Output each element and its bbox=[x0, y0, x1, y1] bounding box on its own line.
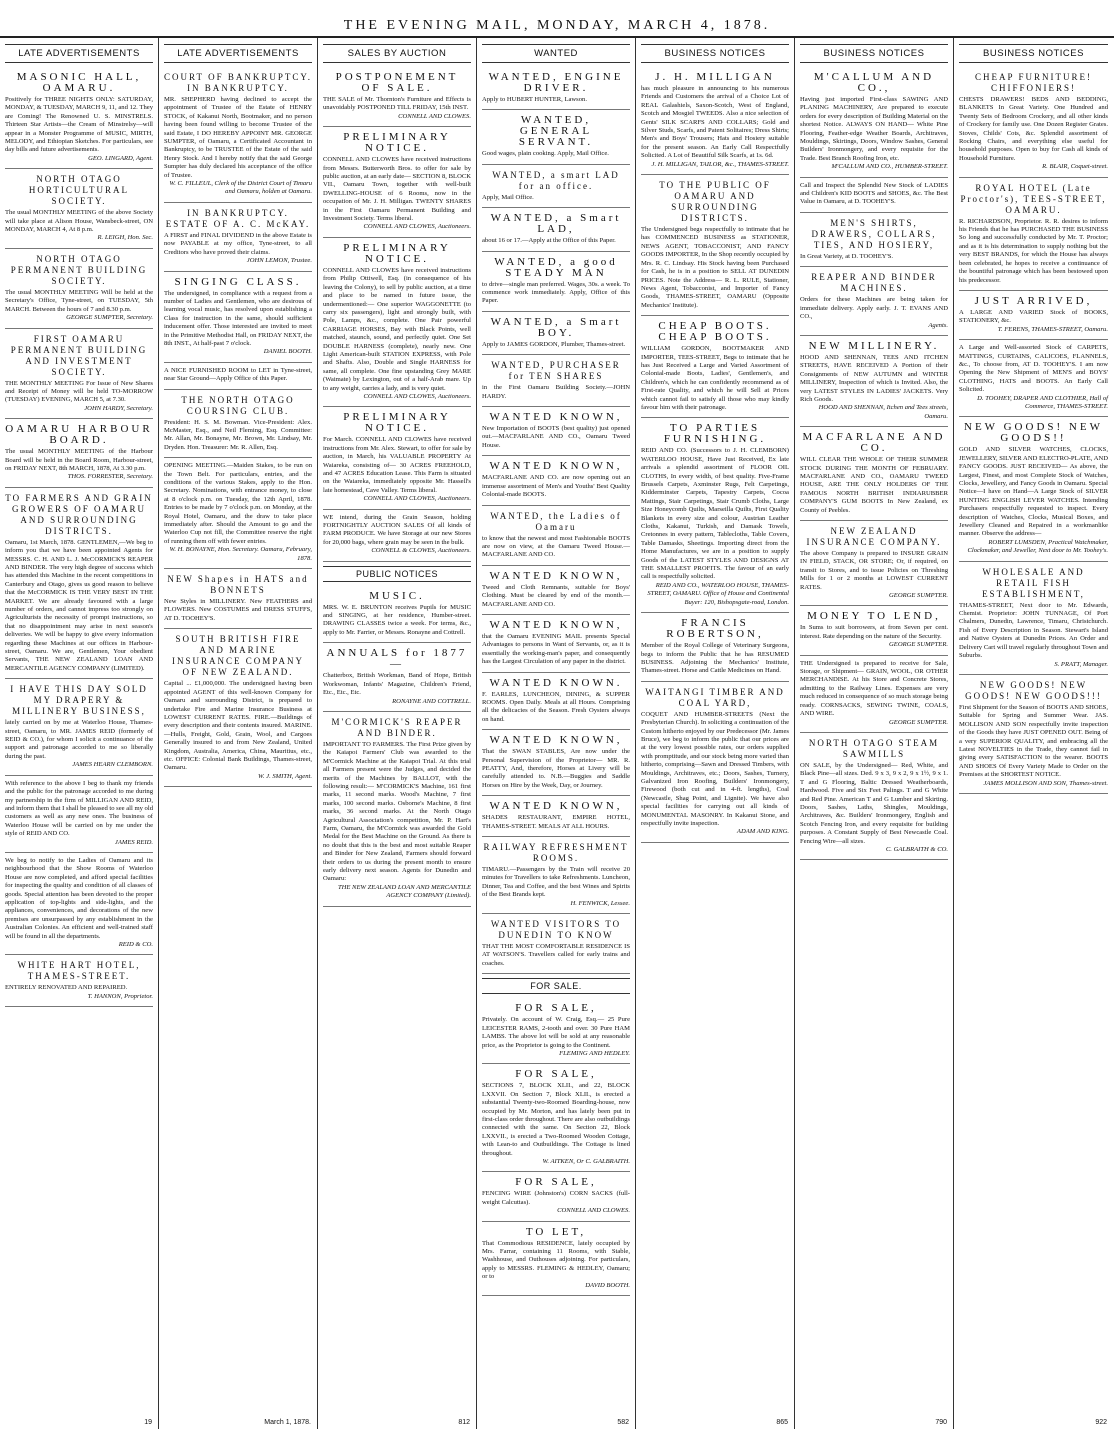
column-heading: SALES BY AUCTION bbox=[323, 44, 471, 63]
column-folio: 582 bbox=[617, 1419, 629, 1426]
ad-signature: JOHN LEMON, Trustee. bbox=[246, 257, 312, 265]
ad-body: The Undersigned begs respectfully to intimate that he has COMMENCED BUSINESS as STATIONER, NEWS AGENT, TOBACCONIST, AND FANCY GOODS IMPORTER, In the Shop recently occupied by Mrs. R. C. Lindsay. His Stock having been Purchased for Cash, he is in a position to SELL AT DUNEDIN PRICES. Note the Address— R. L. RULE, Stationer, News Agent, Tobacconist, and Importer of Fancy Goods, THAMES-STREET, OAMARU (Opposite Mechanics' Institute). bbox=[641, 226, 789, 309]
ad-headline: NEW GOODS! NEW GOODS!! bbox=[964, 421, 1103, 445]
advertisement bbox=[482, 730, 630, 796]
advertisement bbox=[164, 458, 312, 569]
advertisement bbox=[482, 407, 630, 456]
ad-signature: FLEMING AND HEDLEY. bbox=[559, 1049, 630, 1057]
ad-body: The usual MONTHLY MEETING of the Harbour Board will be held in the Board Room, Harbour-street, on FRIDAY NEXT, 8th MARCH, 1878, At 3.30 p.m. bbox=[5, 448, 153, 472]
ad-headline: WHOLESALE AND RETAIL FISH ESTABLISHMENT, bbox=[982, 566, 1085, 599]
ad-headline: I HAVE THIS DAY SOLD MY DRAPERY & MILLINERY BUSINESS, bbox=[10, 684, 148, 717]
advertisement bbox=[323, 712, 471, 907]
ad-body: SHADES RESTAURANT, EMPIRE HOTEL, THAMES-STREET. MEALS AT ALL HOURS. bbox=[482, 814, 630, 830]
ad-body: Orders for these Machines are being taken for immediate delivery. Apply early. J. T. EVANS AND CO., bbox=[800, 296, 948, 321]
ad-headline: PRELIMINARY NOTICE. bbox=[343, 411, 451, 435]
ad-headline: CHEAP BOOTS. CHEAP BOOTS. bbox=[658, 320, 772, 344]
ad-headline: TO FARMERS AND GRAIN GROWERS OF OAMARU AND SURROUNDING DISTRICTS. bbox=[5, 492, 153, 536]
ad-headline: FOR SALE, bbox=[515, 1176, 597, 1189]
ad-headline: COURT OF BANKRUPTCY. IN BANKRUPTCY. bbox=[164, 72, 312, 93]
ad-headline: FRANCIS ROBERTSON, bbox=[666, 617, 764, 641]
advertisement bbox=[482, 506, 630, 566]
ad-headline: NEW GOODS! NEW GOODS! NEW GOODS!!! bbox=[965, 679, 1102, 701]
advertisement bbox=[5, 419, 153, 488]
advertisement bbox=[482, 615, 630, 673]
ad-signature: CONNELL AND CLOWES, Auctioneers. bbox=[363, 223, 471, 231]
ad-body: CHESTS DRAWERS! BEDS AND BEDDING, BLANKETS In Great Variety. One Hundred and Twenty Sets of Bedroom Crockery, and all other kinds of Crockery for family use. One Dozen Register Grates. Stoves, Childs' Cots, &c. Splendid assortment of Rocking Chairs, and everything else useful for household purposes. Open to buy for Cash all kinds of Household Furniture. bbox=[959, 96, 1108, 162]
ad-signature: RONAYNE AND COTTRELL. bbox=[392, 697, 471, 705]
ad-signature: REID & CO. bbox=[118, 941, 153, 948]
ad-signature: CONNELL AND CLOWES. bbox=[398, 112, 471, 120]
ad-body: R. RICHARDSON, Proprietor. R. R. desires to inform his Friends that he has PURCHASED THE BUSINESS So long and successfully conducted by Mr. T. Proctor; and as it is his determination to supply nothing but the very BEST BRANDS, for which the House has always been celebrated, he hopes to receive a continuance of the bountiful patronage which has been bestowed upon his predecessor. bbox=[959, 217, 1108, 284]
ad-signature: H. FENWICK, Lessee. bbox=[570, 899, 630, 907]
ad-signature: W. J. SMITH, Agent. bbox=[257, 772, 312, 780]
ad-body: Oamaru, 1st March, 1878. GENTLEMEN,—We beg to inform you that we have been appointed Agents for MESSRS. C. H. AND L. J. McCORMICK'S REAPER AND BINDER. The very high degree of success which has attended this Machine in the recent competitions in Canterbury and Otago, gives us good reason to believe that the McCORMICK IS THE VERY BEST IN THE MARKET. We are already favoured with a large number of orders, and cannot impress too strongly on Agriculturists the necessity of prompt instructions, so that no disappointment may arise in next season's deliveries. We will be happy to give every information regarding these Machines at our offices in Harbour-street, Oamaru. We are, Gentlemen, Your obedient Servants, THE NEW ZEALAND LOAN AND MERCANTILE AGENCY COMPANY (LIMITED). bbox=[5, 538, 153, 672]
ad-body: TIMARU.—Passengers by the Train will receive 20 minutes for Travellers to take Refreshments. Luncheon, Dinner, Tea and Coffee, and the best Wines and Spirits of the Best Brands kept. bbox=[482, 866, 630, 899]
ad-headline: WAITANGI TIMBER AND COAL YARD, bbox=[645, 686, 785, 708]
advertisement bbox=[641, 613, 789, 682]
ad-signature: GEORGE SUMPTER. bbox=[889, 718, 948, 726]
ad-body: FENCING WIRE (Johnston's) CORN SACKS (full-weight Calcuttas). bbox=[482, 1190, 630, 1206]
ad-body: THE MONTHLY MEETING For Issue of New Shares and Receipt of Money will be held TO-MORROW (TUESDAY) EVENING, MARCH 5, at 7.30. bbox=[5, 379, 153, 404]
advertisement bbox=[959, 675, 1108, 794]
ad-headline: ROYAL HOTEL (Late Proctor's), TEES-STREET, OAMARU. bbox=[960, 182, 1107, 215]
ad-body: MR. SHEPHERD having declined to accept the appointment of Trustee of the Estate of HENRY STOCK, of Kakanui North, Bootmaker, and no person having been found willing to become Trustee of the said Estate, I DO HEREBY APPOINT MR. GEORGE SUMPTER, of Oamaru, a Certificated Accountant in Bankruptcy, to be TRUSTEE of the Estate of the said Henry Stock. And I hereby notify that the said George Sumpter has duly declared his acceptance of the office of Trustee. bbox=[164, 96, 312, 179]
ad-headline: WANTED, a Smart BOY. bbox=[490, 315, 622, 339]
ad-signature: T. HANNON, Proprietor. bbox=[87, 992, 153, 1000]
ad-signature: HOOD AND SHENNAN, Itchen and Tees streets, Oamaru. bbox=[818, 404, 948, 420]
advertisement bbox=[800, 336, 948, 427]
advertisement bbox=[323, 643, 471, 712]
ad-body: A NICE FURNISHED ROOM to LET in Tyne-street, near Star Ground—Apply Office of this Paper. bbox=[164, 366, 312, 383]
ad-body: Apply, Mail Office. bbox=[482, 193, 534, 201]
advertisement bbox=[164, 67, 312, 203]
column-7 bbox=[954, 38, 1113, 1429]
advertisement bbox=[482, 914, 630, 974]
advertisement bbox=[641, 316, 789, 418]
ad-signature: CONNELL AND CLOWES. bbox=[557, 1207, 630, 1215]
ad-headline: WANTED, ENGINE DRIVER. bbox=[488, 71, 624, 94]
ad-body: The usual MONTHLY MEETING of the above Society will take place at Alison House, Wansbeck-street, ON MONDAY, MARCH 4, At 8 p.m. bbox=[5, 209, 153, 234]
ad-headline: MASONIC HALL, OAMARU. bbox=[16, 71, 142, 94]
column-6 bbox=[795, 38, 954, 1429]
advertisement bbox=[482, 998, 630, 1064]
ad-body: The undersigned, in compliance with a request from a number of Ladies and Gentlemen, who are desirous of learning vocal music, has resolved upon establishing a Class for instruction in the same, should sufficient inducement offer. Those interested are invited to meet in the Primitive Methodist Hall, on FRIDAY NEXT, the 8th INST., At half-past 7 o'clock. bbox=[164, 289, 312, 347]
column-folio: March 1, 1878. bbox=[264, 1419, 311, 1426]
ad-headline: M'CALLUM AND CO., bbox=[813, 71, 935, 94]
advertisement bbox=[800, 427, 948, 521]
advertisement bbox=[959, 417, 1108, 561]
ad-headline: RAILWAY REFRESHMENT ROOMS. bbox=[483, 842, 629, 864]
column-3 bbox=[318, 38, 477, 1429]
ad-body: WILL CLEAR THE WHOLE OF THEIR SUMMER STOCK DURING THE MONTH OF FEBRUARY. MACFARLANE AND CO., OAMARU TWEED HOUSE, ARE THE ONLY HOLDERS OF THE FAMOUS NORTH BRITISH INDIARUBBER COMPANY'S GUM BOOTS In New Zealand, ex County of Peebles. bbox=[800, 456, 948, 514]
ad-body: Positively for THREE NIGHTS ONLY: SATURDAY, MONDAY, & TUESDAY, MARCH 9, 11, and 12. They are Coming! The Renowned U. S. MINSTRELS. Thirteen Star Artists—the Cream of Minstrelsy—will appear in a Monster Programme of MUSIC, MIRTH, MELODY, and Ethiopian Sketches. For particulars, see day bills and future advertisements. bbox=[5, 96, 153, 154]
ad-signature: CONNELL AND CLOWES, Auctioneers. bbox=[363, 392, 471, 400]
advertisement bbox=[959, 562, 1108, 675]
ad-body: First Shipment for the Season of BOOTS AND SHOES, Suitable for Spring and Summer Wear. JAS. MOLLISON AND SON respectfully invite inspection of the Goods they have JUST OPENED OUT. Being of a very SUPERIOR QUALITY, and embracing all the Latest NOVELTIES in the Trade, they cannot fail in giving every SATISFACTION to the wearer. BOOTS AND SHOES Of Every Variety Made to Order on the Premises at the SHORTEST NOTICE. bbox=[959, 703, 1108, 779]
ad-signature: W. C. FILLEUL, Clerk of the District Court of Timaru and Oamaru, holden at Oamaru. bbox=[169, 180, 312, 196]
advertisement bbox=[800, 213, 948, 267]
ad-headline: PRELIMINARY NOTICE. bbox=[343, 131, 451, 155]
ad-body: For March. CONNELL AND CLOWES have received instructions from Mr. Alex. Stewart, to offer for sale by auction, in March, his VALUABLE PROPERTY At Waiareka, consisting of— 30 ACRES FREEHOLD, and 47 ACRES Education Lease. This Farm is situated on the Waiareka, immediately opposite Mr. Hassell's late homestead, Cave Valley. Terms liberal. bbox=[323, 436, 471, 494]
ad-signature: JAMES REID. bbox=[114, 838, 153, 846]
ad-headline: FOR SALE, bbox=[515, 1002, 597, 1015]
ad-signature: Agents. bbox=[928, 321, 948, 329]
ad-body: HOOD AND SHENNAN, TEES AND ITCHEN STREETS, HAVE RECEIVED A Portion of their Consignments of NEW AUTUMN and WINTER MILLINERY, Inspection of which is Invited. Also, the very LATEST STYLES IN LADIES' JACKETS. Very Rich Goods. bbox=[800, 353, 948, 403]
advertisement bbox=[482, 796, 630, 837]
ad-headline: CHEAP FURNITURE! CHIFFONIERS! bbox=[975, 72, 1092, 93]
ad-headline: REAPER AND BINDER MACHINES. bbox=[811, 272, 937, 294]
advertisement bbox=[164, 569, 312, 629]
column-5 bbox=[636, 38, 795, 1429]
advertisement bbox=[482, 252, 630, 312]
ad-body: President: H. S. M. Bowman. Vice-President: Alex. McMaster, Esq., and Neil Fleming, Esq. Committee: Mr. Allan, Mr. Bonayne, Mr. Brown, Mr. Lindsay, Mr. Dryden. Hon. Treasurer: Mr. R. Allen, Esq. bbox=[164, 418, 312, 451]
ad-headline: SINGING CLASS. bbox=[174, 275, 302, 288]
advertisement bbox=[482, 1222, 630, 1296]
ad-signature: THE NEW ZEALAND LOAN AND MERCANTILE AGENCY COMPANY (Limited). bbox=[337, 883, 471, 900]
column-folio: 922 bbox=[1095, 1419, 1107, 1426]
ad-body: REID AND CO. (Successors to J. H. CLEMBORN) WATERLOO HOUSE, Have Just Received, Ex late arrivals a splendid assortment of FLOOR OIL CLOTHS, In every width, of best quality. Five-Frame Brussels Carpets, Axminster Rugs, Felt Carpetings, Kidderminster Carpets, Tapestry Carpets, Cocoa Mattings, Stair Carpetings, Stair Crumb Cloths, Large Size Honeycomb Quilts, Marseilla Quilts, First Quality Blankets in every size and colour, Austrian Leather Cloths, Kakanui, Turkish, and Damask Towels, Cretonnes in every pattern, Tablecloths, Table Covers, Table Damasks, Sheetings. Importing direct from the Home Manufactures, we are in a position to supply Goods of the LATEST STYLES AND DESIGNS AT THE SMALLEST PROFITS. The favour of an early call is respectfully solicited. bbox=[641, 447, 789, 581]
advertisement bbox=[800, 178, 948, 213]
ad-body: THAT THE MOST COMFORTABLE RESIDENCE IS AT WATSON'S. Travellers called for early trains and coaches. bbox=[482, 943, 630, 967]
advertisement bbox=[5, 776, 153, 853]
ad-headline: JUST ARRIVED, bbox=[974, 294, 1093, 307]
ad-signature: GEORGE SUMPTER, Secretary. bbox=[66, 314, 153, 322]
ad-signature: C. GALBRAITH & CO. bbox=[885, 845, 948, 853]
advertisement bbox=[800, 521, 948, 606]
ad-headline: NORTH OTAGO STEAM SAWMILLS bbox=[808, 737, 940, 759]
advertisement bbox=[323, 586, 471, 644]
advertisement bbox=[800, 606, 948, 655]
advertisement bbox=[164, 629, 312, 787]
ad-headline: WANTED, a smart LAD for an office. bbox=[492, 169, 620, 191]
ad-body: In Great Variety, at D. TOOHEY'S. bbox=[800, 252, 894, 260]
advertisement bbox=[482, 673, 630, 731]
ad-signature: JAMES MOLLISON AND SON, Thames-street. bbox=[983, 779, 1108, 787]
advertisement bbox=[323, 238, 471, 408]
ad-body: A FIRST and FINAL DIVIDEND in the above Estate is now PAYABLE at my office, Tyne-street, to all Creditors who have proved their claims. bbox=[164, 231, 312, 256]
ad-body: New Importation of BOOTS (best quality) just opened out.—MACFARLANE AND CO., Oamaru Tweed House. bbox=[482, 425, 630, 449]
ad-body: Tweed and Cloth Remnants, suitable for Boys' Clothing. Must be cleared by end of the month.—MACFARLANE AND CO. bbox=[482, 583, 630, 608]
ad-body: Call and Inspect the Splendid New Stock of LADIES and Children's KID BOOTS and SHOES, &c. The Best Value in Oamaru, at D. TOOHEY'S. bbox=[800, 181, 948, 206]
ad-signature: CONNELL & CLOWES, Auctioneers. bbox=[371, 547, 471, 555]
ad-headline: IN BANKRUPTCY. ESTATE OF A. C. McKAY. bbox=[165, 207, 311, 229]
ad-body: Apply to HUBERT HUNTER, Lawson. bbox=[482, 96, 587, 103]
ad-signature: ADAM AND KING. bbox=[736, 828, 789, 836]
ad-signature: DANIEL BOOTH. bbox=[263, 348, 312, 356]
ad-headline: J. H. MILLIGAN bbox=[655, 71, 775, 83]
column-2 bbox=[159, 38, 318, 1429]
ad-headline: WANTED, a good STEADY MAN bbox=[494, 255, 618, 279]
advertisement bbox=[482, 566, 630, 615]
column-folio: 790 bbox=[935, 1419, 947, 1426]
advertisement bbox=[5, 679, 153, 775]
advertisement bbox=[164, 390, 312, 459]
ad-headline: NORTH OTAGO PERMANENT BUILDING SOCIETY. bbox=[10, 253, 148, 286]
advertisement bbox=[482, 110, 630, 164]
ad-body: WE intend, during the Grain Season, holding FORTNIGHTLY AUCTION SALES Of all kinds of FARM PRODUCE. We have Storage at our new Stores for 20,000 bags, where grain may be seen in the bulk. bbox=[323, 513, 471, 546]
ad-body: lately carried on by me at Waterloo House, Thames-street, Oamaru, to MR. JAMES REID (formerly of REID & CO.), for whom I solicit a continuance of the support and patronage accorded to me so liberally during the past. bbox=[5, 719, 153, 760]
section-heading: FOR SALE. bbox=[482, 978, 630, 994]
advertisement bbox=[482, 456, 630, 505]
ad-headline: WANTED, the Ladies of Oamaru bbox=[490, 510, 622, 532]
ad-signature: S. PRATT, Manager. bbox=[1054, 660, 1108, 668]
advertisement bbox=[959, 291, 1108, 340]
ad-signature: T. FERENS, THAMES-STREET, Oamaru. bbox=[997, 325, 1108, 333]
ad-body: Good wages, plain cooking. Apply, Mail Office. bbox=[482, 150, 609, 158]
ad-body: THE SALE of Mr. Thornton's Furniture and Effects is unavoidably POSTPONED TILL FRIDAY, 15th INST. bbox=[323, 96, 471, 112]
ad-body: Chatterbox, British Workman, Band of Hope, British Workwoman, Infants' Magazine, Children's Friend, Etc., Etc., Etc. bbox=[323, 672, 471, 697]
ad-body: ENTIRELY RENOVATED AND REPAIRED. bbox=[5, 984, 128, 992]
ad-headline: MEN'S SHIRTS, DRAWERS, COLLARS, TIES, AND HOSIERY, bbox=[811, 217, 937, 250]
ad-headline: NEW MILLINERY. bbox=[808, 339, 940, 352]
ad-signature: GEORGE SUMPTER. bbox=[889, 641, 948, 649]
column-heading: LATE ADVERTISEMENTS bbox=[5, 44, 153, 63]
ad-body: COQUET AND HUMBER-STREETS (Next the Presbyterian Church). In soliciting a continuation of the Custom hitherto enjoyed by our Predecessor (Mr. James Bruce), we beg to inform the public that our prices are at the very lowest possible rates, our orders supplied with promptitude, and our stock being more varied than hitherto, comprising—Sawn and Dressed Timbers, with Mouldings, Architraves, etc.; Doors, Sashes, Turnery, Galvanized Iron Roofing, Builders' Ironmongery, Firewood (both cut and in 4-ft. lengths), Coal (Newcastle, Shag Point, and Lignite). We have also special facilities for carrying out all kinds of MONUMENTAL MASONRY. In Kakanui Stone, and respectfully invite inspection. bbox=[641, 710, 789, 827]
advertisement bbox=[800, 267, 948, 336]
ad-body: GOLD AND SILVER WATCHES, CLOCKS, JEWELLERY, SILVER AND ELECTRO-PLATE, AND FANCY GOODS. JUST RECEIVED— As above, the Largest, Finest, and most Complete Stock of Watches, Clocks, Jewellery, and Fancy Goods in Oamaru. Special Notice—I have on Hand—A Large Stock of SILVER HUNTING ENGLISH LEVER WATCHES. Intending Purchasers respectfully requested to inspect. Every description of Watches, Clocks, Musical Boxes, and Jewellery Cleaned and Repaired in a workmanlike manner. Observe the address— bbox=[959, 446, 1108, 538]
ad-body: about 16 or 17.—Apply at the Office of this Paper. bbox=[482, 237, 616, 245]
ad-headline: NORTH OTAGO HORTICULTURAL SOCIETY. bbox=[28, 174, 130, 207]
advertisement bbox=[482, 208, 630, 251]
column-heading: WANTED bbox=[482, 44, 630, 63]
ad-signature: R. BLAIR, Coquet-street. bbox=[1042, 163, 1108, 171]
ad-signature: THOS. FORRESTER, Secretary. bbox=[67, 473, 153, 481]
ad-body: THAMES-STREET, Next door to Mr. Edwards, Chemist. Proprietor: JOHN TUNNAGE, Of Port Chalmers, Dunedin, Lawrence, Timaru, Christchurch. Fish of Every Description in Season. Stewart's Island and Native Oysters at Dunedin Prices. An Order and Delivery Cart will travel regularly throughout Town and Suburbs. bbox=[959, 601, 1108, 660]
ad-headline: WANTED KNOWN. bbox=[489, 676, 623, 689]
ad-body: OPENING MEETING.—Maiden Stakes, to be run on the Town Belt. For particulars, entries, and the conditions of the various Stakes, apply to the Hon. Secretary. Nominations, with entrance money, to close at 8 o'clock p.m. on Tuesday, the 12th April, 1878. Entries to be made by 7 o'clock p.m. on Monday, at the Royal Hotel, Oamaru, and the draw to take place immediately after. Should the Amount to go and the Waterloo Cup not fill, the Committee reserve the right of running them off with fewer entries. bbox=[164, 462, 312, 545]
ad-body: That the SWAN STABLES, Are now under the Personal Supervision of the Proprietor— MR. R. PEATTY, And, therefore, Horses at Livery will be carefully attended to. N.B.—Buggies and Saddle Horses on Hire by the Week, Day, or Journey. bbox=[482, 748, 630, 789]
advertisement bbox=[641, 418, 789, 613]
advertisement bbox=[164, 272, 312, 363]
ad-headline: MUSIC. bbox=[369, 589, 425, 602]
ad-headline: SOUTH BRITISH FIRE AND MARINE INSURANCE COMPANY OF NEW ZEALAND. bbox=[172, 634, 304, 678]
ad-body: That Commodious RESIDENCE, lately occupied by Mrs. Farrar, containing 11 Rooms, with Stable, Washhouse, and Outhouses adjoining. For particulars, apply to MESSRS. FLEMING & HEDLEY, Oamaru; or to bbox=[482, 1239, 630, 1281]
ad-headline: FIRST OAMARU PERMANENT BUILDING AND INVESTMENT SOCIETY. bbox=[10, 333, 148, 377]
ad-body: IMPORTANT TO FARMERS. The First Prize given by the Kaiapoi Farmers' Club was awarded to the M'Cormick Machine at the Kaiapoi Trial. At this trial all Farmers present were the Judges, and decided the merits of the Machines by BALLOT, with the following result:— M'CORMICK'S Machine, 161 first marks, 11 second marks. Wood's Machine, 7 first marks, 100 second marks. Osborne's Machine, 8 first marks, 36 second marks. At the North Otago Agricultural Association's competition, Mr. P. Hart's Farm, Oamaru, the M'Cormick was awarded the Gold Medal for the Best Machine on the Ground. As there is no doubt that this is the best and most suitable Reaper and Binder for New Zealand, Farmers should forward their orders to us during the present month to ensure early delivery next season. Agents for Dunedin and Oamaru: bbox=[323, 740, 471, 883]
ad-headline: THE NORTH OTAGO COURSING CLUB. bbox=[181, 394, 295, 416]
ad-signature: R. LEIGH, Hon. Sec. bbox=[97, 234, 153, 242]
ad-body: to drive—single man preferred. Wages, 30s. a week. To commence work immediately. Apply, Office of this Paper. bbox=[482, 280, 630, 305]
ad-body: Member of the Royal College of Veterinary Surgeons, begs to inform the Public that he has RESUMED BUSINESS. Adjoining the Mechanics' Institute, Thames-street. Horse and Cattle Medicines on Hand. bbox=[641, 642, 789, 675]
column-heading: BUSINESS NOTICES bbox=[959, 44, 1108, 63]
column-1 bbox=[0, 38, 159, 1429]
column-folio: 865 bbox=[776, 1419, 788, 1426]
ad-body: A LARGE AND VARIED Stock of BOOKS, STATIONERY, &c. bbox=[959, 308, 1108, 325]
ad-signature: W. AITKEN, Or C. GALBRAITH. bbox=[542, 1157, 630, 1165]
advertisement bbox=[800, 733, 948, 860]
ad-body: With reference to the above I beg to thank my friends and the public for the patronage accorded to me during my partnership in the firm of MILLIGAN AND REID, and inform them that I shall be pleased to see all my old customers as well as any new ones. The business of Waterloo House will be carried on by me under the style of REID AND CO. bbox=[5, 779, 153, 838]
ad-headline: MACFARLANE AND CO. bbox=[802, 431, 946, 455]
ad-headline: POSTPONEMENT OF SALE. bbox=[335, 71, 459, 94]
advertisement bbox=[5, 329, 153, 420]
advertisement bbox=[641, 682, 789, 843]
ad-body: The usual MONTHLY MEETING Will be held at the Secretary's Office, Tyne-street, on TUESDAY, 5th MARCH. Between the hours of 7 and 8.30 p.m. bbox=[5, 288, 153, 313]
ad-body: that the Oamaru EVENING MAIL presents Special Advantages to persons in Want of Servants, or, as it is essentially the working-man's paper, and consequently has the Largest Circulation of any paper in the district. bbox=[482, 632, 630, 666]
masthead: THE EVENING MAIL, MONDAY, MARCH 4, 1878. bbox=[0, 0, 1114, 38]
ad-body: WILLIAM GORDON, BOOTMAKER AND IMPORTER, TEES-STREET, Begs to intimate that he has Just Received a Large and Varied Assortment of Colonial-made Boots, Ladies', Gentlemen's, and Children's, which he can confidently recommend as of First-rate Quality, and which he will Sell at Prices which cannot fail to satisfy all those who may kindly favour him with their patronage. bbox=[641, 345, 789, 411]
advertisement bbox=[959, 178, 1108, 291]
ad-body: We beg to notify to the Ladies of Oamaru and its neighbourhood that the Show Rooms of Waterloo House are now completed, and afford special facilities for inspecting the quality and condition of all classes of goods. Special attention has been devoted to the proper application of top-lights and side-lights, and the appliances, conveniences, and decorations of the new premises are unsurpassed by any establishment in the Australian Colonies. An efficient and well-trained staff will be found in all the departments. bbox=[5, 856, 153, 940]
ad-headline: NEW ZEALAND INSURANCE COMPANY. bbox=[806, 526, 942, 547]
ad-headline: WANTED KNOWN, bbox=[489, 734, 623, 747]
ad-body: New Styles in MILLINERY. New FEATHERS and FLOWERS. New COSTUMES and DRESS STUFFS, AT D. TOOHEY'S. bbox=[164, 598, 312, 622]
ad-headline: NEW Shapes in HATS and BONNETS bbox=[167, 574, 309, 596]
advertisement bbox=[800, 67, 948, 178]
ad-headline: M'CORMICK'S REAPER AND BINDER. bbox=[331, 716, 463, 738]
ad-headline: WANTED KNOWN, bbox=[489, 460, 623, 473]
ad-body: The above Company is prepared to INSURE GRAIN IN FIELD, STACK, OR STORE; Or, if required, on transit to Stores, and to issue Policies on Threshing Mills for 1 or 2 months at LOWEST CURRENT RATES. bbox=[800, 550, 948, 591]
advertisement bbox=[323, 67, 471, 127]
advertisement bbox=[5, 67, 153, 169]
ad-headline: PRELIMINARY NOTICE. bbox=[343, 241, 451, 265]
advertisement bbox=[323, 127, 471, 238]
ad-body: Apply to JAMES GORDON, Plumber, Thames-street. bbox=[482, 340, 626, 348]
ad-headline: WANTED, GENERAL SERVANT. bbox=[518, 114, 594, 149]
advertisement bbox=[641, 67, 789, 175]
ad-body: Having just imported First-class SAWING AND PLANING MACHINERY, Are prepared to execute orders for every description of Building Material on the shortest Notice. ALWAYS ON HAND— White Pine Flooring, Feather-edge Weather Boards, Architraves, Mouldings, Skirtings, Doors, Window Sashes, General Builders' Ironmongery, and every requisite for the Trade. Best Branch Roofing Iron, etc. bbox=[800, 96, 948, 162]
ad-signature: D. TOOHEY, DRAPER AND CLOTHIER, Hall of Commerce, THAMES-STREET. bbox=[977, 394, 1108, 410]
ad-headline: MONEY TO LEND, bbox=[807, 610, 941, 623]
ad-signature: GEORGE SUMPTER. bbox=[889, 592, 948, 600]
advertisement bbox=[5, 169, 153, 249]
column-folio: 812 bbox=[458, 1419, 470, 1426]
ad-headline: WANTED KNOWN, bbox=[489, 800, 623, 813]
ad-body: MACFARLANE AND CO. are now opening out an immense assortment of Men's and Youths' Best Quality Colonial-made BOOTS. bbox=[482, 474, 630, 499]
advertisement bbox=[5, 955, 153, 1007]
ad-signature: M'CALLUM AND CO., HUMBER-STREET. bbox=[831, 163, 948, 171]
advertisement bbox=[5, 249, 153, 329]
advertisement bbox=[5, 488, 153, 680]
ad-signature: ROBERT LUMSDEN, Practical Watchmaker, Clockmaker, and Jeweller, Next door to Mr. Toohey's. bbox=[967, 538, 1108, 555]
ad-body: F. EARLES, LUNCHEON, DINING, & SUPPER ROOMS. Open Daily. Meals at all Hours. Comprising all the delicacies of the Season. Fresh Oysters always on hand. bbox=[482, 690, 630, 723]
advertisement bbox=[323, 407, 471, 509]
column-heading: BUSINESS NOTICES bbox=[641, 44, 789, 63]
advertisement bbox=[482, 355, 630, 407]
section-heading: PUBLIC NOTICES bbox=[323, 566, 471, 582]
ad-headline: WHITE HART HOTEL, THAMES-STREET. bbox=[17, 960, 141, 982]
advertisement bbox=[323, 510, 471, 562]
ad-signature: JOHN HARDY, Secretary. bbox=[84, 404, 153, 412]
ad-body: has much pleasure in announcing to his numerous Friends and Customers the arrival of a Choice Lot of REAL Galashiels, Saxon-Scotch, West of England, Scotch and Mosgiel TWEEDS. Also a nice selection of Gents' SILK SCARFS AND COLLARS; Gold and Silver Studs, Scarfs, and Patent Solitaires; Dress Shirts; Men's and Boys' Trousers; Hats and Hosiery suitable for the present season. An Early Call Respectfully Solicited. A Lot of Beautiful Silk Scarfs, at 1s. 6d. bbox=[641, 85, 789, 160]
advertisement bbox=[482, 837, 630, 914]
ad-body: to know that the newest and most Fashionable BOOTS are now on view, at the Oamaru Tweed House.—MACFARLANE AND CO. bbox=[482, 534, 630, 559]
ad-body: CONNELL AND CLOWES have received instructions from Philip Ottiwell, Esq. (in consequence of his leaving the Colony), to sell by public auction, at a time and place to be named in future issue, the undermentioned:— One superior WAGGONETTE (to carry six passengers), light and strongly built, with Pole, Lamps, &c., complete. One Pair powerful CARRIAGE HORSES, Bay with Black Points, well matched, staunch, sound, and perfectly quiet. One Set DOUBLE HARNESS (complete), nearly new. One Light American-built STATION EXPRESS, with Pole and Shafts. Also, Double and Single HARNESS for same, all complete. One fine upstanding Grey MARE (Waimate) by Lexington, out of a half-Arab mare. Up to any weight, carries a lady, and is very quiet. bbox=[323, 266, 471, 392]
advertisement bbox=[482, 165, 630, 208]
ad-body: MRS. W. E. BRUNTON receives Pupils for MUSIC and SINGING, at her residence, Humber-street. DRAWING CLASSES twice a week. For terms, &c., apply to Mr. Farrier, or Messrs. Ronayne and Cottrell. bbox=[323, 603, 471, 636]
ad-headline: WANTED, PURCHASER for TEN SHARES bbox=[491, 360, 621, 382]
ad-headline: TO THE PUBLIC OF OAMARU AND SURROUNDING DISTRICTS. bbox=[659, 180, 771, 224]
ad-headline: TO LET, bbox=[525, 1225, 587, 1238]
ad-body: Privately. On account of W. Craig, Esq.— 25 Pure LEICESTER RAMS, 2-tooth and over. 30 Pure HAM LAMBS. The above lot will be sold at any reasonable price, as the Proprietor is going to the Continent. bbox=[482, 1016, 630, 1049]
advertisement bbox=[800, 656, 948, 733]
ad-body: THE Undersigned is prepared to receive for Sale, Storage, or Shipment— GRAIN, WOOL, OR OTHER MERCHANDISE. At his Store and Concrete Stores, admitting to the Railway Lines. Expenses are very much reduced in consequence of so much storage being ready. CORNSACKS, SEWING TWINE, COALS, AND WIRE. bbox=[800, 659, 948, 718]
advertisement bbox=[641, 175, 789, 316]
ad-headline: WANTED KNOWN, bbox=[489, 618, 623, 631]
advertisement bbox=[482, 1172, 630, 1221]
advertisement bbox=[482, 67, 630, 110]
ad-headline: WANTED KNOWN, bbox=[489, 411, 623, 424]
ad-body: in the First Oamaru Building Society.—JOHN HARDY. bbox=[482, 384, 630, 400]
ad-headline: TO PARTIES FURNISHING. bbox=[663, 422, 767, 446]
ad-signature: DAVID BOOTH. bbox=[585, 1281, 630, 1289]
ad-body: CONNELL AND CLOWES have received instructions from Messrs. Butterworth Bros. to offer for sale by public auction, at an early date— SECTION 8, BLOCK VII., Oamaru Town, together with well-built DWELLING-HOUSE of 6 Rooms, now in the occupation of Mr. J. H. Milligan. TWENTY SHARES in the First Oamaru Permanent Building and Investment Society. Terms liberal. bbox=[323, 156, 471, 223]
ad-signature: CONNELL AND CLOWES, Auctioneers. bbox=[363, 495, 471, 503]
advertisement bbox=[959, 67, 1108, 178]
advertisement bbox=[164, 363, 312, 390]
ad-signature: REID AND CO., WATERLOO HOUSE, THAMES-STREET, OAMARU. Office of House and Continental Buyer: 120, Bishopsgate-road, London. bbox=[647, 581, 789, 606]
column-heading: LATE ADVERTISEMENTS bbox=[164, 44, 312, 63]
advertisement bbox=[5, 853, 153, 955]
advertisement bbox=[482, 312, 630, 355]
ad-body: SECTIONS 7, BLOCK XLII., and 22, BLOCK LXXVII. On Section 7, Block XLII., is erected a substantial Twenty-two-Roomed Boarding-house, now occupied by Mr. Morton, and has lately been put in first-class order throughout. There are also outbuildings connected with the same. On Section 22, Block LXXVII., is erected a Two-Roomed Wooden Cottage, with Lean-to and Outbuildings. The Cottage is lined throughout. bbox=[482, 1082, 630, 1157]
ad-signature: J. H. MILLIGAN, TAILOR, &c., THAMES-STREET. bbox=[651, 160, 789, 168]
advertisement bbox=[164, 203, 312, 272]
ad-body: In Sums to suit borrowers, at from Seven per cent. interest. Rate depending on the nature of the Security. bbox=[800, 624, 948, 640]
ad-signature: JAMES HEARN CLEMBORN. bbox=[72, 761, 153, 769]
ad-headline: FOR SALE, bbox=[515, 1068, 597, 1081]
column-4 bbox=[477, 38, 636, 1429]
ad-body: ON SALE, by the Undersigned— Red, White, and Black Pine—all sizes. Ded. 9 x 3, 9 x 2, 9 x 1½, 9 x 1. T and G Flooring, Baltic Dressed Weatherboards, Hardwood. Five and Six Feet Palings. T and G White and Red Pine. American T and G Lumber and Skirting. Doors, Sashes, Laths, Shingles, Mouldings, Architraves, &c. Builders' Ironmongery, English and Scotch Fencing Iron, and every requisite for building purposes. A Constant Supply of Best Newcastle Coal. Fencing Wire—all sizes. bbox=[800, 761, 948, 845]
column-folio: 19 bbox=[144, 1419, 152, 1426]
advertisement bbox=[482, 1064, 630, 1172]
columns bbox=[0, 38, 1114, 1429]
ad-body: A Large and Well-assorted Stock of CARPETS, MATTINGS, CURTAINS, CALICOES, FLANNELS, &c., To choose from, AT D. TOOHEY'S. I am now Opening the New Shipment of MEN'S and BOYS' CLOTHING, HATS and BOOTS. An Early Call Solicited. bbox=[959, 344, 1108, 394]
advertisement bbox=[959, 340, 1108, 417]
ad-headline: WANTED VISITORS TO DUNEDIN TO KNOW bbox=[490, 919, 622, 941]
ad-headline: WANTED KNOWN, bbox=[489, 569, 623, 582]
ad-headline: WANTED, a Smart LAD, bbox=[490, 212, 622, 236]
ad-signature: W. H. BONAYNE, Hon. Secretary. Oamaru, February, 1878. bbox=[169, 546, 312, 562]
ad-headline: OAMARU HARBOUR BOARD. bbox=[5, 423, 153, 447]
ad-signature: GEO. LINGARD, Agent. bbox=[88, 154, 153, 162]
ad-headline: ANNUALS for 1877— bbox=[326, 647, 468, 671]
column-heading: BUSINESS NOTICES bbox=[800, 44, 948, 63]
ad-body: Capital ... £1,000,000. The undersigned having been appointed AGENT of this well-known Company for Oamaru and surrounding District, is prepared to undertake Fire and Marine Insurance Business at LOWEST CURRENT RATES. FIRE.—Buildings of every description and their contents insured. MARINE.—Hulls, Freight, Gold, Grain, Wool, and Cargoes Generally insured to and from New Zealand, United Kingdom, Australia, America, China, Mauritius, etc., etc. OFFICE: Colonial Bank Buildings, Thames-street, Oamaru. bbox=[164, 680, 312, 772]
